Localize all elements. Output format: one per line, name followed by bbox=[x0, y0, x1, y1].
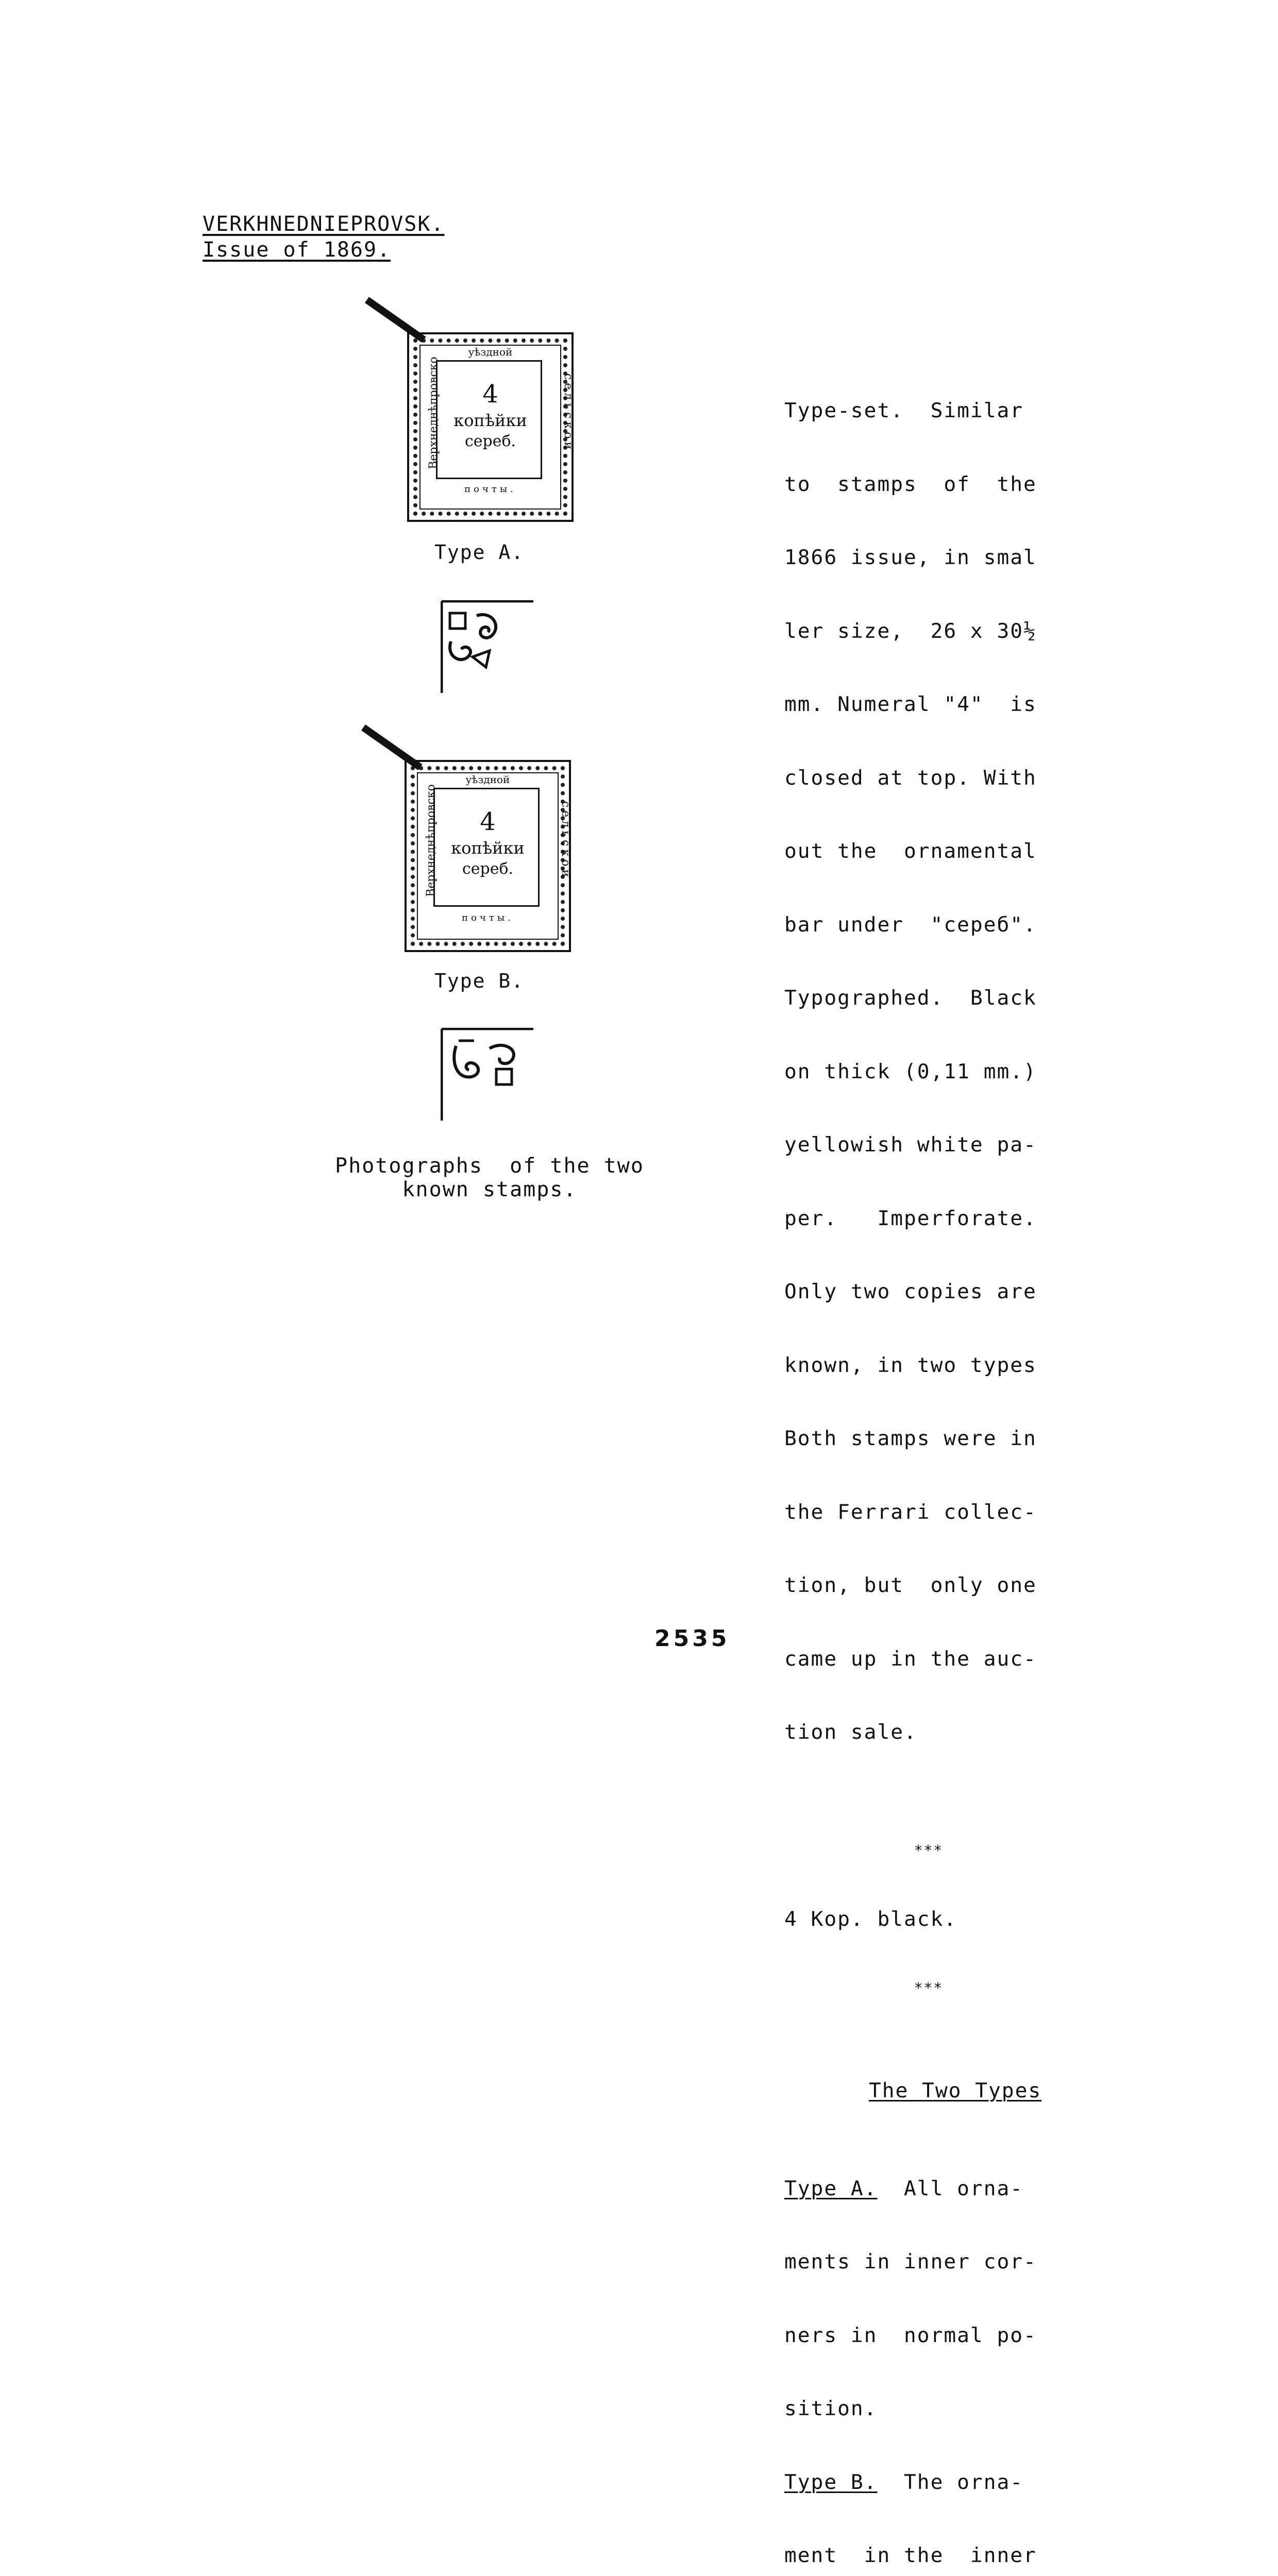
description-line: out the ornamental bbox=[784, 839, 1037, 863]
ornament-detail-a bbox=[441, 600, 533, 693]
stamp-type-b-image bbox=[405, 760, 571, 952]
description-line: Type-set. Similar bbox=[784, 399, 1024, 422]
value-line: 4 Kop. black. bbox=[784, 1907, 957, 1931]
description-line: on thick (0,11 mm.) bbox=[784, 1059, 1037, 1083]
stamp-b-value: 4 bbox=[480, 807, 496, 836]
stamp-a-word1: копѣйки bbox=[453, 411, 527, 430]
description-line: tion, but only one bbox=[784, 1573, 1037, 1597]
page-title: VERKHNEDNIEPROVSK. bbox=[203, 212, 445, 236]
stamp-a-top-text: уѣздной bbox=[468, 346, 513, 358]
type-a-line: ments in inner cor- bbox=[784, 2250, 1037, 2274]
description-line: Both stamps were in bbox=[784, 1427, 1037, 1450]
stamp-a-left-text: Верхнеднѣпровско bbox=[427, 357, 440, 469]
ornament-detail-b bbox=[441, 1028, 533, 1121]
type-b-label: Type B. bbox=[784, 2470, 878, 2494]
description-line: per. Imperforate. bbox=[784, 1206, 1037, 1230]
description-line: to stamps of the bbox=[784, 472, 1037, 496]
description-line: Typographed. Black bbox=[784, 986, 1037, 1010]
description-line: known, in two types bbox=[784, 1353, 1037, 1377]
description-column bbox=[784, 301, 1073, 2576]
stamp-b-pointer bbox=[361, 724, 423, 770]
separator-stars: *** bbox=[914, 1979, 944, 1996]
description-line: came up in the auc- bbox=[784, 1647, 1037, 1671]
stamp-type-a-image bbox=[407, 332, 574, 522]
photo-caption-line1: Photographs of the two bbox=[335, 1154, 644, 1178]
description-lines bbox=[784, 350, 1073, 1794]
description-line: Only two copies are bbox=[784, 1280, 1037, 1303]
stamp-a-bottom-text: почты. bbox=[464, 484, 516, 495]
description-line: the Ferrari collec- bbox=[784, 1500, 1037, 1524]
type-a-first-line bbox=[784, 2177, 1073, 2201]
description-line: tion sale. bbox=[784, 1720, 917, 1744]
stamp-b-word1: копѣйки bbox=[451, 838, 525, 858]
type-a-line: sition. bbox=[784, 2397, 878, 2420]
description-line: mm. Numeral "4" is bbox=[784, 692, 1037, 716]
description-line: ler size, 26 x 30½ bbox=[784, 619, 1037, 643]
type-b-first-line bbox=[784, 2470, 1073, 2495]
stamp-b-top-text: уѣздной bbox=[465, 773, 510, 786]
stamp-b-left-text: Верхнеднѣпровско bbox=[424, 784, 438, 897]
stamp-b-right-text: сельской bbox=[559, 801, 573, 880]
page-header bbox=[203, 211, 444, 263]
stamp-b-word2: сереб. bbox=[462, 860, 514, 878]
description-line: closed at top. With bbox=[784, 766, 1037, 790]
types-heading: The Two Types bbox=[868, 2078, 1042, 2103]
page-number: 2535 bbox=[654, 1625, 730, 1652]
type-b-line: The orna- bbox=[877, 2470, 1024, 2494]
type-a-label: Type A. bbox=[784, 2176, 878, 2200]
stamp-a-value: 4 bbox=[482, 380, 498, 409]
caption-type-a: Type A. bbox=[434, 541, 525, 564]
separator-stars: *** bbox=[914, 1841, 944, 1859]
stamp-a-right-text: сельской bbox=[562, 373, 575, 453]
types-heading-wrap bbox=[784, 2045, 1073, 2128]
type-a-line: All orna- bbox=[877, 2176, 1024, 2200]
caption-type-b: Type B. bbox=[434, 970, 525, 992]
photo-caption bbox=[309, 1154, 670, 1201]
type-b-line: ment in the inner bbox=[784, 2544, 1037, 2567]
description-line: yellowish white pa- bbox=[784, 1133, 1037, 1157]
stamp-a-pointer bbox=[365, 297, 426, 343]
photo-caption-line2: known stamps. bbox=[402, 1178, 577, 1201]
description-line: 1866 issue, in smal bbox=[784, 546, 1037, 569]
type-a-line: ners in normal po- bbox=[784, 2323, 1037, 2347]
description-line: bar under "сереб". bbox=[784, 912, 1037, 937]
page-subtitle: Issue of 1869. bbox=[203, 238, 391, 262]
stamp-b-bottom-text: почты. bbox=[462, 912, 514, 923]
stamp-a-word2: сереб. bbox=[464, 432, 516, 450]
